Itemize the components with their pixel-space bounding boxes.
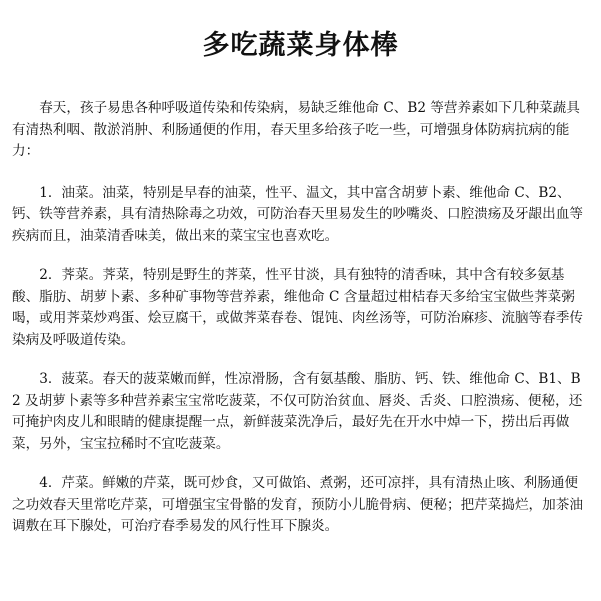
article-title: 多吃蔬菜身体棒 bbox=[202, 30, 399, 61]
intro-paragraph: 春天，孩子易患各种呼吸道传染和传染病，易缺乏维他命 C、B2 等营养素如下几种菜蔬具有清热利咽、散淤消肿、利肠通便的作用，春天里多给孩子吃一些，可增强身体防病抗病的能力： bbox=[12, 100, 580, 159]
paragraph-shepherds-purse: 2．荠菜。荠菜，特别是野生的荠菜，性平甘淡，具有独特的清香味，其中含有较多氨基酸、脂肪、胡萝卜素、多种矿事物等营养素，维他命 C 含量超过柑桔春天多给宝宝做些荠菜粥喝，或用荠菜炒鸡蛋、烩豆腐干，或做荠菜春卷、馄饨、肉丝汤等，可防治麻疹、流脑等春季传染病及呼吸道传染。 bbox=[12, 267, 583, 348]
paragraph-celery: 4．芹菜。鲜嫩的芹菜，既可炒食，又可做馅、煮粥，还可凉拌，具有清热止咳、利肠通便之功效春天里常吃芹菜，可增强宝宝骨骼的发育，预防小儿脆骨病、便秘；把芹菜捣烂，加茶油调敷在耳下腺处，可治疗春季易发的风行性耳下腺炎。 bbox=[12, 475, 583, 534]
paragraph-spinach: 3．菠菜。春天的菠菜嫩而鲜，性凉滑肠，含有氨基酸、脂肪、钙、铁、维他命 C、B1、B2 及胡萝卜素等多种营养素宝宝常吃菠菜，不仅可防治贫血、唇炎、舌炎、口腔溃疡、便秘，还可掩护肉皮儿和眼睛的健康提醒一点，新鲜菠菜洗净后，最好先在开水中焯一下，捞出后再做菜，另外，宝宝拉稀时不宜吃菠菜。 bbox=[12, 371, 583, 452]
paragraph-rapeseed: 1．油菜。油菜，特别是早春的油菜，性平、温文，其中富含胡萝卜素、维他命 C、B2、钙、铁等营养素，具有清热除毒之功效，可防治春天里易发生的吵嘴炎、口腔溃疡及牙龈出血等疾病而且，油菜清香味美，做出来的菜宝宝也喜欢吃。 bbox=[12, 184, 583, 244]
